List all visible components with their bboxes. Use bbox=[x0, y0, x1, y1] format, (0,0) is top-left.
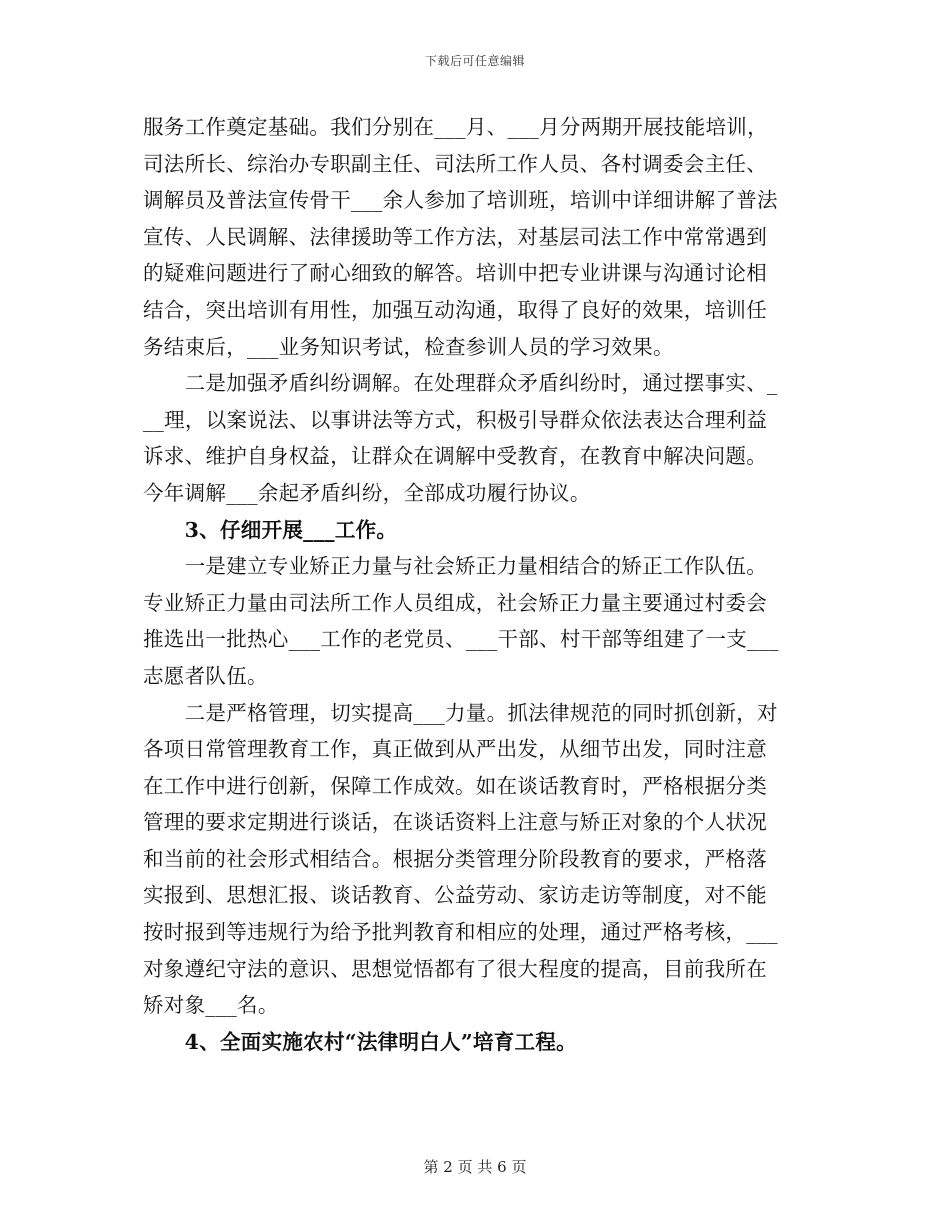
paragraph-line: 诉求、维护自身权益，让群众在调解中受教育，在教育中解决问题。 bbox=[143, 444, 767, 469]
page-header: 下载后可任意编辑 bbox=[424, 54, 525, 68]
paragraph-line: 按时报到等违规行为给予批判教育和相应的处理，通过严格考核，___ bbox=[143, 920, 778, 945]
paragraph-line: 调解员及普法宣传骨干___余人参加了培训班，培训中详细讲解了普法 bbox=[143, 188, 778, 213]
paragraph-line: __理，以案说法、以事讲法等方式，积极引导群众依法表达合理利益 bbox=[143, 407, 768, 432]
paragraph-line: 一是建立专业矫正力量与社会矫正力量相结合的矫正工作队伍。 bbox=[143, 554, 767, 579]
document-body bbox=[143, 109, 809, 1060]
paragraph-line: 矫对象___名。 bbox=[143, 993, 279, 1018]
paragraph-line: 司法所长、综治办专职副主任、司法所工作人员、各村调委会主任、 bbox=[143, 151, 767, 176]
paragraph-line: 服务工作奠定基础。我们分别在___月、___月分两期开展技能培训， bbox=[143, 115, 768, 139]
paragraph-line: 今年调解___余起矛盾纠纷，全部成功履行协议。 bbox=[143, 480, 591, 505]
paragraph-line: 宣传、人民调解、法律援助等工作方法，对基层司法工作中常常遇到 bbox=[143, 224, 767, 249]
paragraph-line: 二是严格管理，切实提高___力量。抓法律规范的同时抓创新，对 bbox=[143, 700, 778, 725]
paragraph-line: 务结束后，___业务知识考试，检查参训人员的学习效果。 bbox=[143, 334, 674, 359]
paragraph-line: 实报到、思想汇报、谈话教育、公益劳动、家访走访等制度，对不能 bbox=[143, 883, 767, 908]
paragraph-line: 对象遵纪守法的意识、思想觉悟都有了很大程度的提高，目前我所在 bbox=[143, 956, 767, 981]
paragraph-line: 专业矫正力量由司法所工作人员组成，社会矫正力量主要通过村委会 bbox=[143, 590, 767, 615]
paragraph-line: 志愿者队伍。 bbox=[143, 663, 268, 688]
paragraph-line: 的疑难问题进行了耐心细致的解答。培训中把专业讲课与沟通讨论相 bbox=[143, 261, 767, 286]
paragraph-line: 推选出一批热心___工作的老党员、___干部、村干部等组建了一支___ bbox=[143, 627, 779, 652]
paragraph-line: 结合，突出培训有用性，加强互动沟通，取得了良好的效果，培训任 bbox=[143, 297, 767, 322]
paragraph-line: 二是加强矛盾纠纷调解。在处理群众矛盾纠纷时，通过摆事实、_ bbox=[143, 371, 778, 396]
paragraph-line: 管理的要求定期进行谈话，在谈话资料上注意与矫正对象的个人状况 bbox=[143, 810, 767, 835]
paragraph-line: 各项日常管理教育工作，真正做到从严出发，从细节出发，同时注意 bbox=[143, 737, 767, 762]
paragraph-line: 和当前的社会形式相结合。根据分类管理分阶段教育的要求，严格落 bbox=[143, 846, 767, 871]
section-heading-4: 4、全面实施农村“法律明白人”培育工程。 bbox=[143, 1029, 577, 1054]
paragraph-line: 在工作中进行创新，保障工作成效。如在谈话教育时，严格根据分类 bbox=[143, 773, 767, 798]
section-heading-3: 3、仔细开展___工作。 bbox=[143, 517, 398, 542]
page-footer: 第 2 页 共 6 页 bbox=[423, 1158, 527, 1176]
